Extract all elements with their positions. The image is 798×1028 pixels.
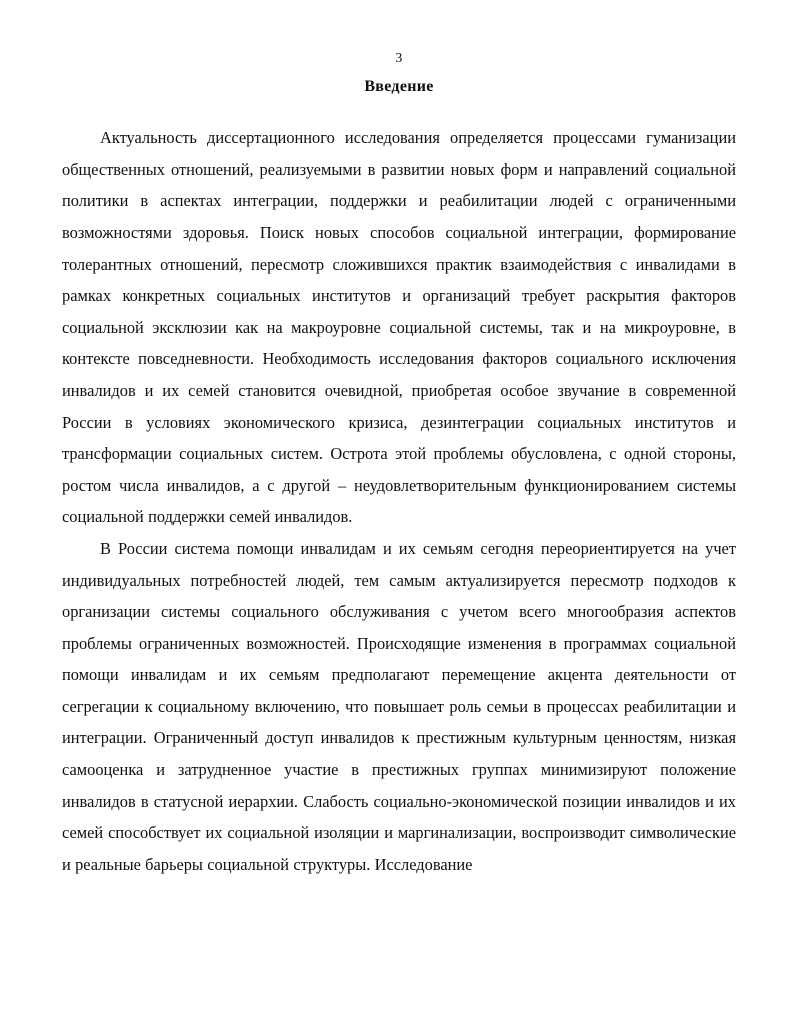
page-title: Введение — [364, 78, 434, 96]
paragraph: В России система помощи инвалидам и их семьям сегодня переориентируется на учет индивидуальных потребностей людей, тем самым актуализируется пересмотр подходов к организации системы социального обслуживания с учетом всего многообразия аспектов проблемы ограниченных возможностей. Происходящие изменения в программах социальной помощи инвалидам и их семьям предполагают перемещение акцента деятельности от сегрегации к социальному включению, что повышает роль семьи в процессах реабилитации и интеграции. Ограниченный доступ инвалидов к престижным культурным ценностям, низкая самооценка и затрудненное участие в престижных группах минимизируют положение инвалидов в статусной иерархии. Слабость социально-экономической позиции инвалидов и их семей способствует их социальной изоляции и маргинализации, воспроизводит символические и реальные барьеры социальной структуры. Исследование — [62, 538, 736, 874]
page-number: 3 — [395, 50, 403, 65]
body-text — [62, 122, 736, 880]
paragraph: Актуальность диссертационного исследования определяется процессами гуманизации общественных отношений, реализуемыми в развитии новых форм и направлений социальной политики в аспектах интеграции, поддержки и реабилитации людей с ограниченными возможностями здоровья. Поиск новых способов социальной интеграции, формирование толерантных отношений, пересмотр сложившихся практик взаимодействия с инвалидами в рамках конкретных социальных институтов и организаций требует раскрытия факторов социальной эксклюзии как на макроуровне социальной системы, так и на микроуровне, в контексте повседневности. Необходимость исследования факторов социального исключения инвалидов и их семей становится очевидной, приобретая особое звучание в современной России в условиях экономического кризиса, дезинтеграции социальных институтов и трансформации социальных систем. Острота этой проблемы обусловлена, с одной стороны, ростом числа инвалидов, а с другой – неудовлетворительным функционированием системы социальной поддержки семей инвалидов. — [62, 128, 736, 527]
